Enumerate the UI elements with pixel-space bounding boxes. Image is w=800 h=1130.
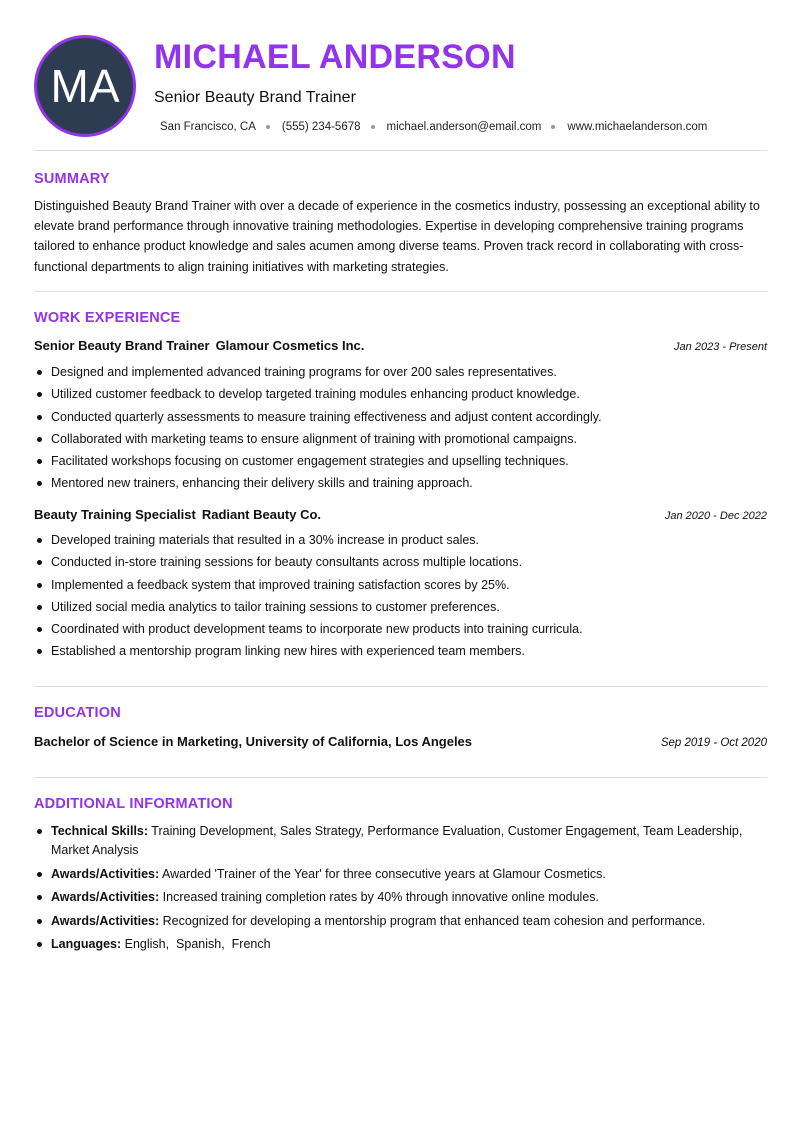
list-item <box>34 865 769 884</box>
job-role-line <box>34 507 321 522</box>
list-item: Utilized social media analytics to tailor training sessions to customer preferences. <box>34 598 769 620</box>
contact-location: San Francisco, CA <box>160 121 256 133</box>
item-text: Increased training completion rates by 40% through innovative online modules. <box>162 890 600 904</box>
item-text: English, Spanish, French <box>124 937 271 951</box>
job-role: Beauty Training Specialist <box>34 507 196 522</box>
contact-website[interactable]: www.michaelanderson.com <box>567 121 708 133</box>
list-item <box>34 822 769 860</box>
item-label: Technical Skills: <box>51 824 149 838</box>
job-role-line <box>34 338 364 353</box>
separator-dot <box>551 125 555 129</box>
summary-heading: SUMMARY <box>34 171 110 187</box>
list-item: Mentored new trainers, enhancing their delivery skills and training approach. <box>34 474 769 496</box>
list-item: Facilitated workshops focusing on customer engagement strategies and upselling techniques. <box>34 452 769 474</box>
separator-dot <box>266 125 270 129</box>
candidate-title: Senior Beauty Brand Trainer <box>154 89 356 106</box>
divider <box>34 777 767 778</box>
avatar <box>34 35 136 137</box>
candidate-name: MICHAEL ANDERSON <box>154 38 516 76</box>
divider <box>34 150 767 151</box>
item-text: Awarded 'Trainer of the Year' for three consecutive years at Glamour Cosmetics. <box>161 866 606 881</box>
list-item <box>34 888 769 907</box>
list-item: Coordinated with product development teams to incorporate new products into training curricula. <box>34 620 769 642</box>
list-item: Utilized customer feedback to develop targeted training modules enhancing product knowledge. <box>34 385 769 407</box>
education-dates: Sep 2019 - Oct 2020 <box>660 737 767 749</box>
avatar-initials: MA <box>50 60 120 112</box>
job-company: Glamour Cosmetics Inc. <box>215 338 365 353</box>
job-bullets <box>34 363 769 497</box>
list-item: Established a mentorship program linking new hires with experienced team members. <box>34 642 769 664</box>
additional-heading: ADDITIONAL INFORMATION <box>34 796 233 812</box>
list-item: Conducted quarterly assessments to measure training effectiveness and adjust content accordingly. <box>34 408 769 430</box>
job-header <box>34 507 767 522</box>
summary-text: Distinguished Beauty Brand Trainer with over a decade of experience in the cosmetics industry, possessing an exceptional ability to elevate brand performance through innovative training methodologies. Expertise in developing comprehensive training programs tailored to enhance product knowledge and sales acumen among diverse teams. Proven track record in collaborating with cross-functional departments to align training initiatives with marketing strategies. <box>34 199 760 274</box>
job-company: Radiant Beauty Co. <box>201 507 322 522</box>
item-label: Awards/Activities: <box>51 913 160 928</box>
divider <box>34 686 767 687</box>
item-label: Awards/Activities: <box>51 866 160 881</box>
contact-line <box>160 121 707 133</box>
list-item <box>34 912 769 931</box>
list-item: Collaborated with marketing teams to ensure alignment of training with promotional campaigns. <box>34 430 769 452</box>
list-item: Implemented a feedback system that improved training satisfaction scores by 25%. <box>34 576 769 598</box>
list-item <box>34 935 769 954</box>
job-dates: Jan 2023 - Present <box>674 341 767 353</box>
list-item: Designed and implemented advanced training programs for over 200 sales representatives. <box>34 363 769 385</box>
experience-heading: WORK EXPERIENCE <box>34 310 181 326</box>
list-item: Conducted in-store training sessions for beauty consultants across multiple locations. <box>34 553 769 575</box>
job-dates: Jan 2020 - Dec 2022 <box>664 510 767 522</box>
job-header <box>34 338 767 353</box>
contact-email[interactable]: michael.anderson@email.com <box>386 121 542 133</box>
education-degree: Bachelor of Science in Marketing, University of California, Los Angeles <box>34 734 473 749</box>
item-text: Training Development, Sales Strategy, Performance Evaluation, Customer Engagement, Team Leadership, Market Analysis <box>51 824 743 857</box>
item-label: Awards/Activities: <box>51 890 160 904</box>
contact-phone[interactable]: (555) 234-5678 <box>281 121 361 133</box>
list-item: Developed training materials that resulted in a 30% increase in product sales. <box>34 531 769 553</box>
item-text: Recognized for developing a mentorship program that enhanced team cohesion and performance. <box>162 913 706 928</box>
education-heading: EDUCATION <box>34 705 121 721</box>
job-bullets <box>34 531 769 665</box>
additional-list <box>34 822 769 959</box>
education-entry <box>34 734 767 749</box>
job-role: Senior Beauty Brand Trainer <box>34 338 210 353</box>
divider <box>34 291 767 292</box>
item-label: Languages: <box>51 937 122 951</box>
separator-dot <box>371 125 375 129</box>
